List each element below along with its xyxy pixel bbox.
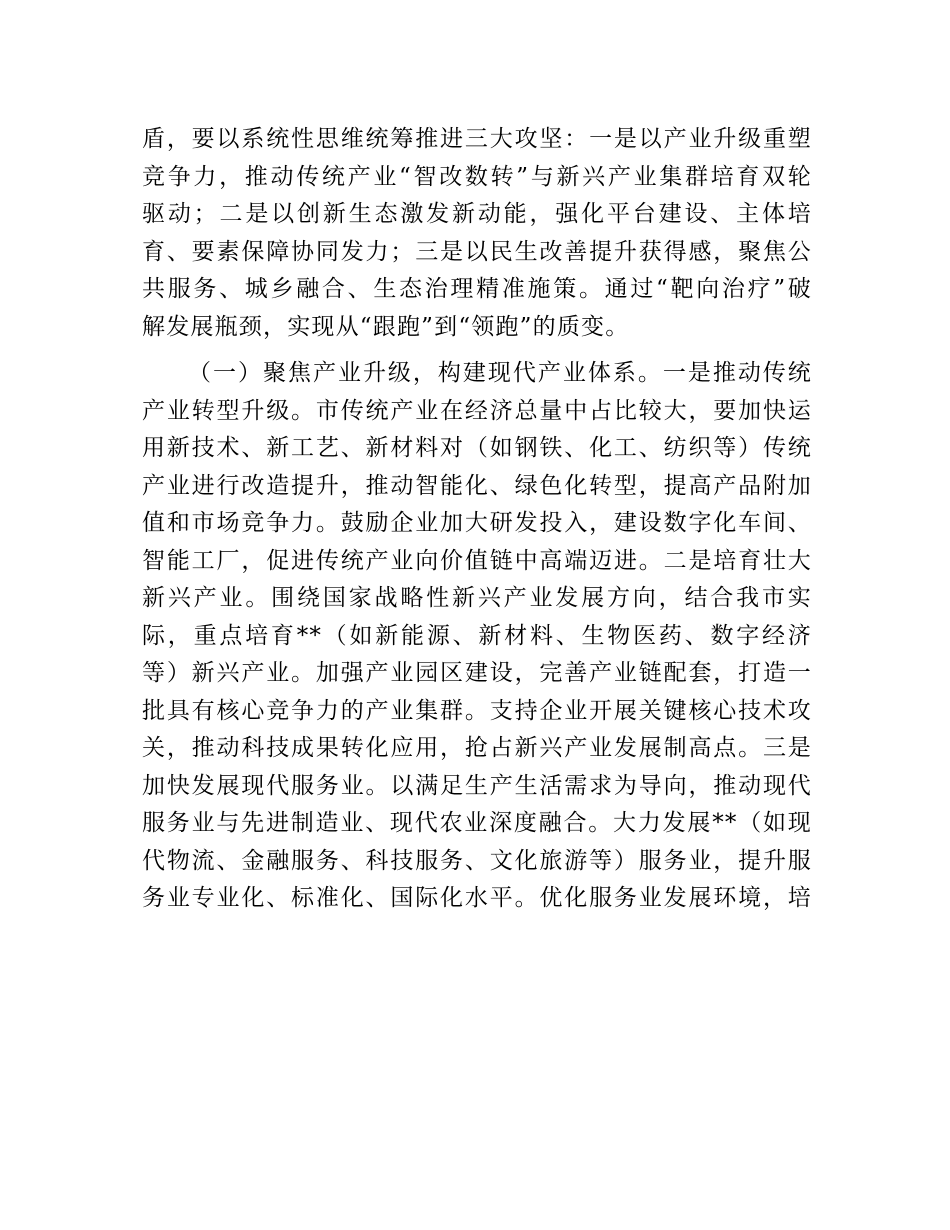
- text-line: 等）新兴产业。加强产业园区建设，完善产业链配套，打造一: [142, 660, 812, 686]
- text-line: 务业专业化、标准化、国际化水平。优化服务业发展环境，培: [142, 885, 812, 911]
- text-line: 解发展瓶颈，实现从“跟跑”到“领跑”的质变。: [142, 313, 630, 340]
- text-line: 新兴产业。围绕国家战略性新兴产业发展方向，结合我市实: [142, 585, 812, 611]
- text-line: 育、要素保障协同发力；三是以民生改善提升获得感，聚焦公: [142, 238, 812, 265]
- text-line: 代物流、金融服务、科技服务、文化旅游等）服务业，提升服: [142, 847, 812, 874]
- text-line: 驱动；二是以创新生态激发新动能，强化平台建设、主体培: [142, 201, 812, 227]
- paragraph-1: [142, 121, 812, 346]
- text-line: 盾，要以系统性思维统筹推进三大攻坚：一是以产业升级重塑: [142, 126, 812, 152]
- text-line: 关，推动科技成果转化应用，抢占新兴产业发展制高点。三是: [142, 735, 812, 761]
- text-line: 用新技术、新工艺、新材料对（如钢铁、化工、纺织等）传统: [142, 435, 812, 461]
- text-line: 智能工厂，促进传统产业向价值链中高端迈进。二是培育壮大: [142, 547, 812, 574]
- text-line: （一）聚焦产业升级，构建现代产业体系。一是推动传统: [188, 360, 812, 386]
- text-line: 竞争力，推动传统产业“智改数转”与新兴产业集群培育双轮: [142, 163, 812, 190]
- text-line: 值和市场竞争力。鼓励企业加大研发投入，建设数字化车间、: [142, 510, 812, 536]
- text-line: 批具有核心竞争力的产业集群。支持企业开展关键核心技术攻: [142, 697, 812, 724]
- text-line: 服务业与先进制造业、现代农业深度融合。大力发展**（如现: [142, 810, 812, 836]
- text-line: 产业进行改造提升，推动智能化、绿色化转型，提高产品附加: [142, 472, 812, 499]
- text-line: 际，重点培育**（如新能源、新材料、生物医药、数字经济: [142, 622, 812, 649]
- document-body: [142, 121, 812, 918]
- text-line: 共服务、城乡融合、生态治理精准施策。通过“靶向治疗”破: [142, 276, 812, 302]
- paragraph-2: [142, 355, 812, 918]
- text-line: 产业转型升级。市传统产业在经济总量中占比较大，要加快运: [142, 397, 812, 424]
- paragraph-gap: [142, 346, 812, 355]
- text-line: 加快发展现代服务业。以满足生产生活需求为导向，推动现代: [142, 772, 812, 799]
